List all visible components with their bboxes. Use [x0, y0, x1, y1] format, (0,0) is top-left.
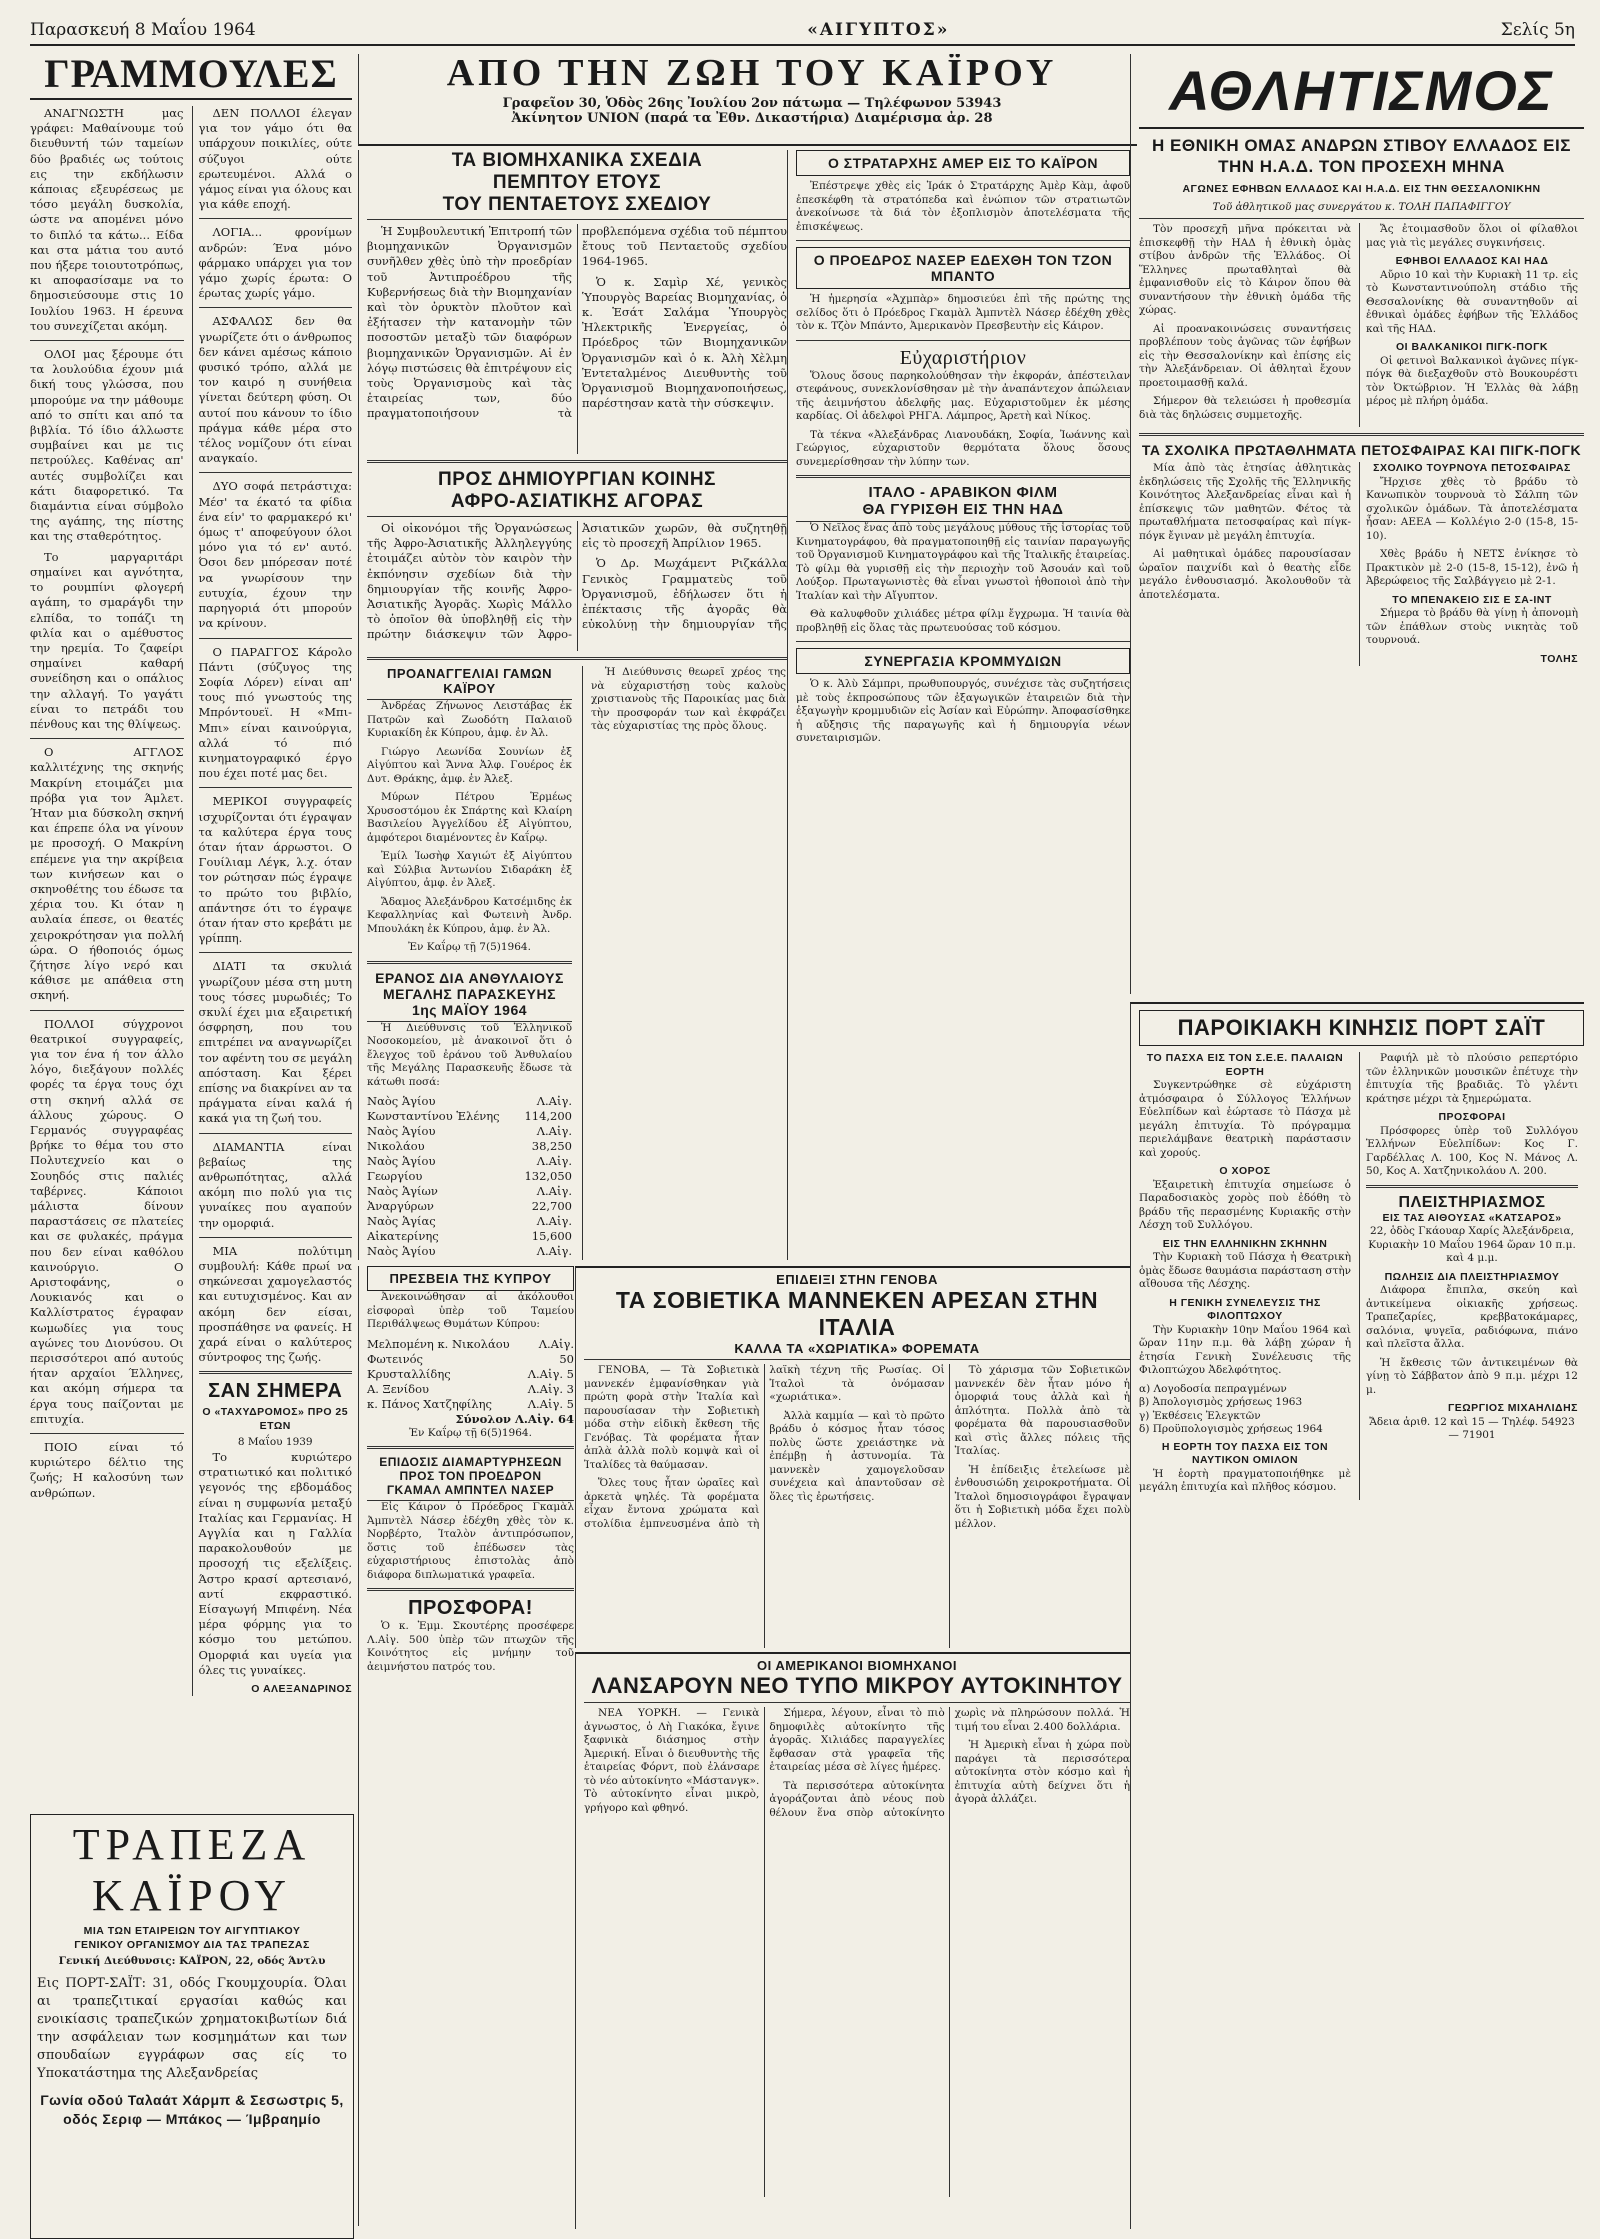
afro-title-1: ΠΡΟΣ ΔΗΜΙΟΥΡΓΙΑΝ ΚΟΙΝΗΣ [438, 469, 716, 490]
afro-article [367, 521, 787, 651]
eucharist-text: Τὰ τέκνα «Ἀλεξάνδρας Λιανουδάκη, Σοφία, Ἰωάννης καὶ Γεώργιος, εὐχαριστοῦν θερμότατα ὅλους ὅσους συνεμερίσθησαν τὴν λύπην των. [796, 428, 1130, 468]
genova-paragraph: Τὸ χάρισμα τῶν Σοβιετικῶν μαννεκέν δὲν ἦταν μόνο ἡ ὀμορφιά τους ἀλλὰ καὶ ἡ ἁπλότητα. Πολλὰ ἀπὸ τὰ φορέματα θὰ παρουσιασθοῦν καὶ στὶς ἄλλες πόλεις τῆς Ἰταλίας. [954, 1364, 1130, 1457]
donor-name: Ναὸς Ἁγίου Κωνσταντίνου Ἑλένης [367, 1094, 500, 1123]
krom-title: ΣΥΝΕΡΓΑΣΙΑ ΚΡΟΜΜΥΔΙΩΝ [796, 648, 1130, 674]
port-said-paragraph: Τὴν Κυριακὴ τοῦ Πάσχα ἡ Θεατρικὴ ὁμὰς ἔδωσε θαυμάσια παράσταση στὴν αἴθουσα τῆς Λέσχης. [1139, 1251, 1351, 1290]
volley-paragraph: Χθὲς βράδυ ἡ ΝΕΤΣ ἐνίκησε τὸ Πρακτικὸν μὲ 2-0 (15-8, 15-12), ἐνῶ ἡ Ἀβερώφειος τῆς Σαλβάγγειο μὲ 2-1. [1366, 548, 1578, 587]
center-left-block [358, 150, 787, 1260]
strat-text: Ἐπέστρεψε χθὲς εἰς Ἱράκ ὁ Στρατάρχης Ἀμὲρ Κὰμ, ἀφοῦ ἐπεσκέφθη τὰ στρατόπεδα καὶ ἐνώπιον τῶν στρατιωτῶν ἀνεκοίνωσε τὰ διά τὸν ἐξοπλισμὸν ἀποτελέσματα τῆς ἐπισκέψεως. [796, 180, 1130, 233]
auction-signature: ΓΕΩΡΓΙΟΣ ΜΙΧΑΗΛΙΔΗΣ [1447, 1402, 1578, 1414]
genova-paragraph: Ἀλλὰ καμμία — καὶ τὸ πρῶτο βράδυ ὁ κόσμος ἦταν τόσος πολὺς ὥστε χρειάστηκε νὰ ἐπέμβῃ ἡ ἀστυνομία. Τὰ μαννεκὲν χαμογελοῦσαν συνέχεια καὶ ἀπαντοῦσαν σὲ ὅλες τὶς ἐρωτήσεις. [769, 1409, 945, 1503]
center-masthead-title: ΑΠΟ ΤΗΝ ΖΩΗ ΤΟΥ ΚΑΪΡΟΥ [446, 54, 1058, 94]
san-simera-subtitle: Ο «ΤΑΧΥΔΡΟΜΟΣ» ΠΡΟ 25 ΕΤΩΝ [202, 1406, 349, 1432]
presveia-title: ΠΡΕΣΒΕΙΑ ΤΗΣ ΚΥΠΡΟΥ [367, 1266, 574, 1291]
agenda-item: γ) Ἐκθέσεις Ἐλεγκτῶν [1139, 1409, 1261, 1422]
donor-name: Ναὸς Ἁγίου [367, 1244, 436, 1258]
volley-subhead: ΤΟ ΜΠΕΝΑΚΕΙΟ ΣΙΣ Ε ΣΑ-ΙΝΤ [1392, 593, 1552, 606]
donor-name: Ναὸς Ἁγίων Ἀναργύρων [367, 1184, 438, 1213]
bank-footer: Γωνία οδού Ταλαάτ Χάρμπ & Σεσωστρις 5, οδός Σεριφ — Μπάκος — Ίμβραημίο [40, 2091, 344, 2127]
donation-row [367, 1214, 572, 1244]
epistoli-text: Εἰς Κάιρον ὁ Πρόεδρος Γκαμὰλ Ἀμπντὲλ Νάσερ ἐδέχθη χθὲς τὸν κ. Νορβέρτο, Ἰταλὸν ἀντιπρόσωπον, ὅστις τοῦ ἐπέδωσεν τὰς εὐχαριστήριους ἐπιστολὰς ἀπὸ διάφορα διπλωματικά γραφεῖα. [367, 1501, 574, 1581]
athletics-paragraph: Τὸν προσεχῆ μῆνα πρόκειται νὰ ἐπισκεφθῇ τὴν ΗΑΔ ἡ ἐθνικὴ ὁμὰς στίβου ἀνδρῶν τῆς Ἑλλάδος. Οἱ Ἕλληνες πρωταθληταὶ θὰ ἐμφανισθοῦν εἰς τὸ Κάιρον ὅπου θὰ συναντήσουν τὴν ἐθνικὴ ὁμάδα τῆς χώρας. [1139, 223, 1351, 316]
eranos-title-2: ΜΕΓΑΛΗΣ ΠΑΡΑΣΚΕΥΗΣ [382, 985, 557, 1002]
office-address: Γραφεῖον 30, Ὁδὸς 26ης Ἰουλίου 2ον πάτωμα — Τηλέφωνον 53943 [502, 96, 1002, 111]
donation-amount: Λ.Αἰγ. 3 [527, 1381, 574, 1396]
epistoli-title-3: ΓΚΑΜΑΛ ΑΜΠΝΤΕΛ ΝΑΣΕΡ [367, 1483, 574, 1501]
bank-subtitle-2: ΓΕΝΙΚΟΥ ΟΡΓΑΝΙΣΜΟΥ ΔΙΑ ΤΑΣ ΤΡΑΠΕΖΑΣ [74, 1938, 310, 1951]
donation-row [367, 1154, 572, 1184]
donation-row [367, 1124, 572, 1154]
bank-body: Εις ΠΟΡΤ-ΣΑΪΤ: 31, οδός Γκουμχουρία. Όλαι αι τραπεζιτικαί εργασίαι καθώς και ενοικίασις τραπεζικών χρηματοκιβωτίων διά την ασφάλειαν των κοσμημάτων και των σπουδαίων εγγράφων σας είς το Υποκατάστημα της Αλεξανδρείας [37, 1975, 347, 2081]
athletics-paragraph: Οἱ φετινοὶ Βαλκανικοὶ ἀγῶνες πίγκ-πόγκ θὰ διεξαχθοῦν στὸ Βουκουρέστι τὸν Ὀκτώβριον. Ἡ Ἑλλὰς θὰ λάβῃ μέρος μὲ πλήρη ὁμάδα. [1366, 354, 1578, 407]
car-article [575, 1652, 1130, 2229]
grammoules-item: Ο ΠΑΡΑΓΓΟΣ Κάρολο Πάντι (σύζυγος της Σοφία Λόρεν) είναι απ' τους πιό γνωστούς της Μπρόντουεϊ. Η «Μπι-Μπι» είναι καινούργια, αλλά τό πιό κινηματογραφικό έργο που έχει ποτέ μας δει. [198, 644, 352, 781]
donation-row [367, 1337, 574, 1367]
genova-subtitle: ΚΑΛΛΑ ΤΑ «ΧΩΡΙΑΤΙΚΑ» ΦΟΡΕΜΑΤΑ [584, 1341, 1130, 1360]
genova-kicker: ΕΠΙΔΕΙΞΙ ΣΤΗΝ ΓΕΝΟΒΑ [776, 1272, 938, 1287]
volley-title: ΣΧΟΛΙΚΟ ΤΟΥΡΝΟΥΑ ΠΕΤΟΣΦΑΙΡΑΣ [1373, 462, 1571, 474]
eranos-donation-list [367, 1094, 572, 1260]
gamoi-item: Ἀνδρέας Ζήνωνος Λειστάβας ἐκ Πατρῶν καὶ Ζωοδότη Παλαιοῦ Κυριακίδη ἐκ Κύπρου, ἀμφ. ἐν Ἀλ. [367, 700, 572, 739]
newspaper-page [30, 14, 1582, 2214]
athletics-title: ΑΘΛΗΤΙΣΜΟΣ [1139, 54, 1584, 129]
port-said-paragraph: Ἐξαιρετικὴ ἐπιτυχία σημείωσε ὁ Παραδοσιακὸς χορὸς ποὺ ἐδόθη τὸ βράδυ τῆς περασμένης Κυριακῆς στὴν Λέσχη τοῦ Συλλόγου. [1139, 1178, 1351, 1231]
center-right-block [787, 150, 1130, 1260]
donor-name: Α. Ξενίδου [367, 1381, 430, 1396]
donor-name: Κρυσταλλίδης [367, 1366, 451, 1381]
volley-paragraph: Σήμερα τὸ βράδυ θὰ γίνῃ ἡ ἀπονομὴ τῶν ἐπάθλων στοὺς νικητὰς τοῦ τουρνουά. [1366, 607, 1578, 646]
grammoules-item: ΔΥΟ σοφά πετράστιχα: Μέσ' τα έκατό τα φίδια ένα είν' το φαρμακερό κι' όμως τ' αποφεύγουν όλοι μόνο για τό εν' αυτό. Όσοι δεν μπόρεσαν ποτέ να γνωρίσουν την ευτυχία, έχουν την παρηγοριά ότι μπορούν να κρίνουν. [198, 479, 352, 631]
office-address-2: Ἀκίνητον UNION (παρά τα Ἐθν. Δικαστήρια) Διαμέρισμα ἀρ. 28 [511, 111, 993, 126]
auction-details: 22, ὁδὸς Γκάουαρ Χαρίς Ἀλεξάνδρεια, Κυριακὴν 10 Μαΐου 1964 ὥραν 10 π.μ. καὶ 4 μ.μ. [1368, 1225, 1576, 1264]
bank-address: Γενική Διεύθυνσις: ΚΑΪΡΟΝ, 22, οδός Άντλυ [58, 1955, 326, 1967]
presveia-intro: Ἀνεκοινώθησαν αἱ ἀκόλουθοι εἰσφοραὶ ὑπὲρ τοῦ Ταμείου Περιθάλψεως Θυμάτων Κύπρου: [367, 1291, 574, 1330]
eranos-title-3: 1ης ΜΑΪΟΥ 1964 [367, 1002, 572, 1022]
grammoules-item: ΑΝΑΓΝΩΣΤΗ μας γράφει: Μαθαίνουμε τού διευθυντή τών ταμείων δύο βραδιές ως τούτοις εις την εκδήλωσιν κάποιας εξευρέσεως με τόσο μεγάλη δυσκολία, ώστε να απομένει μόνο το διπλό τα κάτω... Είδα και στα μάτια του αυτό που ήξερε τοιουτοτρόπως, κι αποφασίσαμε να το δημοσιεύσουμε στις 10 Ιουλίου 1963. Η έρευνα του συνεχίζεται ακόμη. [30, 106, 184, 333]
port-said-subhead: ΤΟ ΠΑΣΧΑ ΕΙΣ ΤΟΝ Σ.Ε.Ε. ΠΑΛΑΙΩΝ ΕΟΡΤΗ [1146, 1052, 1344, 1078]
car-title: ΛΑΝΣΑΡΟΥΝ ΝΕΟ ΤΥΠΟ ΜΙΚΡΟΥ ΑΥΤΟΚΙΝΗΤΟΥ [584, 1673, 1130, 1703]
afro-paragraph: Ὁ Δρ. Μωχάμεντ Ριζκάλλα Γενικὸς Γραμματεὺς τοῦ Ὀργανισμοῦ, ἐδήλωσεν ὅτι ἡ ἐπέκτασις τῆς ἀγορᾶς θὰ εὐκολύνῃ τὴν δημιουργίαν τῆς [582, 556, 787, 632]
presveia-date: Ἐν Καΐρῳ τῇ 6(5)1964. [409, 1426, 532, 1439]
grammoules-col-b [192, 106, 353, 1696]
industrial-paragraph: Ὁ κ. Σαμὶρ Χέ, γενικὸς Ὑπουργὸς Βαρείας Βιομηχανίας, ὁ κ. Ἑσάτ Σαλάμα Ὑπουργὸς Ἠλεκτρικῆς Ἐνεργείας, ὁ Πρόεδρος τῶν Βιομηχανικῶν Ὀργανισμῶν καὶ ὁ κ. Ἀλὴ Χὲλμη Ἐντεταλμένος Διευθυντὴς τοῦ Ὀργανισμοῦ Βιομηχανοποιήσεως, παρέστησαν κατὰ τὴν σύσκεψιν. [582, 274, 787, 411]
issue-date: Παρασκευή 8 Μαΐου 1964 [30, 20, 256, 40]
genova-title: ΤΑ ΣΟΒΙΕΤΙΚΑ ΜΑΝΝΕΚΕΝ ΑΡΕΣΑΝ ΣΤΗΝ ΙΤΑΛΙΑ [615, 1287, 1099, 1340]
school-title: ΤΑ ΣΧΟΛΙΚΑ ΠΡΩΤΑΘΛΗΜΑΤΑ ΠΕΤΟΣΦΑΙΡΑΣ ΚΑΙ ΠΙΓΚ-ΠΟΓΚ [1141, 442, 1582, 458]
car-paragraph: ΝΕΑ ΥΟΡΚΗ. — Γενικὰ ἀγνωστος, ὁ Λὴ Γιακόκα, ἔγινε ξαφνικὰ διάσημος στὴν Ἀμερική. Εἶναι ὁ διευθυντὴς τῆς ἑταιρείας Φόρντ, ποὺ ἐλάνσαρε τὸ νέο αὐτοκίνητο «Μάστανγκ». Τὸ αὐτοκίνητο εἶναι μικρὸ, γρήγορο καὶ φθηνό. [584, 1707, 760, 1814]
column-grammoules [30, 54, 352, 1744]
donation-row [367, 1244, 572, 1260]
grammoules-item: ΑΣΦΑΛΩΣ δεν θα γνωρίζετε ότι ο άνθρωπος δεν κάνει αμέσως κάποιο φυσικό τρόπο, αλλά με τον καιρό η συνήθεια γίνεται δεύτερη φύση. Οι αυτοί που κάνουν το ίδιο πράγμα κάθε μέρα στο τέλος νομίζουν ότι είναι αναγκαίο. [198, 314, 352, 466]
port-said-paragraph: Συγκεντρώθηκε σὲ εὐχάριστη ἀτμόσφαιρα ὁ Σύλλογος Ἑλλήνων Εὐελπίδων καὶ ἑώρτασε τὸ Πάσχα μὲ μεγάλη ἐπιτυχία. Τὸ πρόγραμμα περιελάμβανε θεατρικὴ παράστασιν καὶ χορούς. [1139, 1079, 1351, 1159]
donor-name: Μελπομένη κ. Νικολάου Φωτεινός [367, 1336, 510, 1366]
center-masthead [358, 54, 1137, 146]
krom-text: Ὁ κ. Ἀλὺ Σάμπρι, πρωθυπουργός, συνέχισε τὰς συζητήσεις μὲ τοὺς ἐκπροσώπους τῶν ἐξαγωγικῶν ἑταιρειῶν διὰ τὴν ἐξαγωγὴν κρομμυδιῶν εἰς Ἀσίαν καὶ Εὐρώπην. Ἀποφασίσθηκε ἡ αὔξησις τῆς παραγωγῆς καὶ ἡ δημιουργία νέων συνεταιρισμῶν. [796, 678, 1130, 744]
agenda-item: α) Λογοδοσία πεπραγμένων [1139, 1382, 1287, 1395]
donor-name: Ναὸς Ἁγίου Νικολάου [367, 1124, 436, 1153]
port-said-subhead: Η ΕΟΡΤΗ ΤΟΥ ΠΑΣΧΑ ΕΙΣ ΤΟΝ ΝΑΥΤΙΚΟΝ ΟΜΙΛΟΝ [1161, 1440, 1329, 1466]
grammoules-item: ΔΙΑΤΙ τα σκυλιά γνωρίζουν μέσα στη μυτη τους τόσες μυρωδιές; Το σκυλί έχει μια εξαιρετική όσφρηση, που του επιτρέπει να αναγνωρίζει τον αφέντη του σε μεγάλη απόσταση. Και ξέρει επίσης να διακρίνει αν τα πράγματα είναι καλά ή κακά για τη ζωή του. [198, 959, 352, 1126]
athletics-paragraph: Σήμερον θὰ τελειώσει ἡ προθεσμία διὰ τὰς δηλώσεις συμμετοχῆς. [1139, 395, 1351, 421]
grammoules-item: Ο ΑΓΓΛΟΣ καλλιτέχνης της σκηνής Μακρίνη ετοιμάζει μια πρόβα για τον Άμλετ. Ήταν μια δύσκολη σκηνή και έπρεπε όλα να γίνουν με προσοχή. Ο Μακρίνη επέμενε για την ακρίβεια των κινήσεων και ο σκηνοθέτης του έδωσε τα χέρια του. Κι όταν η αυλαία έπεσε, οι θεατές χειροκρότησαν για πολλή ώρα. Ο ήθοποιός όμως ζήτησε λίγο νερό και κάθισε με απάθεια στη σκηνή. [30, 745, 184, 1003]
eucharist-text: Ὅλους ὅσους παρηκολούθησαν τὴν ἐκφοράν, ἀπέστειλαν στεφάνους, συνεκλονίσθησαν μὲ τὴν ἀναπάντεχον ἀπώλειαν τῆς ἀειμνήστου ἀδελφῆς μας. Εὐχαριστοῦμεν ἐκ μέσης καρδίας. Οἱ ἀδελφοὶ ΡΗΓΑ. Λάμπρος, Ἀρετὴ καὶ Νίκος. [796, 369, 1130, 422]
donation-row [367, 1184, 572, 1214]
grammoules-item: ΠΟΛΛΟΙ σύγχρονοι θεατρικοί συγγραφείς, για τον ένα ή τον άλλο λόγο, διεξάγουν πολλές φορές τα έργα τους όχι στη σκηνή αλλά σε άλλους χώρους. Ο Γερμανός συγγραφέας βρήκε το θέμα του στο Πολυτεχνείο και ο Σουηδός στις παλιές ταβέρνες. Κάποιοι μάλιστα δίνουν παραστάσεις σε πλατείες και σε φυλακές, πράγμα που δεν είναι καθόλου καινούργιο. Ο Αριστοφάνης, ο Λουκιανός και ο Καλλίστρατος έγραφαν κωμωδίες για τους αγώνες του Διονύσου. Οι περισσότεροι από αυτούς ήταν αρχαίοι Έλληνες, και ακόμη σήμερα τα έργα τους παίζονται με επιτυχία. [30, 1016, 184, 1426]
industrial-article [367, 224, 787, 454]
eranos-title-1: ΕΡΑΝΟΣ ΔΙΑ ΑΝΘΥΛΑΙΟΥΣ [375, 969, 564, 986]
film-text: Θὰ καλυφθοῦν χιλιάδες μέτρα φίλμ ἔγχρωμα. Ἡ ταινία θὰ προβληθῇ εἰς ὅλας τὰς πρωτευούσας τοῦ κόσμου. [796, 608, 1130, 634]
gamoi-title: ΠΡΟΑΝΑΓΓΕΛΙΑΙ ΓΑΜΩΝ ΚΑΪΡΟΥ [367, 666, 572, 700]
grammoules-item: ΜΕΡΙΚΟΙ συγγραφείς ισχυρίζονται ότι έγραψαν τα καλύτερα έργα τους όταν ήταν άρρωστοι. Ο Γουίλιαμ Λέγκ, λ.χ. όταν τον ρώτησαν πώς έγραψε το πρώτο του βιβλίο, απάντησε ότι το έγραψε όταν ήταν στο κρεβάτι με γρίππη. [198, 794, 352, 946]
gamoi-date: Ἐν Καΐρῳ τῇ 7(5)1964. [408, 941, 531, 953]
prosfora-title: ΠΡΟΣΦΟΡΑ! [408, 1597, 533, 1619]
grammoules-item: ΔΕΝ ΠΟΛΛΟΙ έλεγαν για τον γάμο ότι θα υπάρχουν ποικιλίες, ούτε σύζυγοι ούτε ερωτευμένοι. Αλλά ο γάμος είναι για όλους και για κάθε εποχή. [198, 106, 352, 212]
grammoules-item: ΠΟΙΟ είναι τό κυριώτερο δέλτιο της ζωής; Η καλοσύνη των ανθρώπων. [30, 1440, 184, 1500]
athletics-paragraph: Ἄς ἐτοιμασθοῦν ὅλοι οἱ φίλαθλοι μας γιὰ τὶς μεγάλες συγκινήσεις. [1366, 223, 1578, 249]
industrial-title-1: ΤΑ ΒΙΟΜΗΧΑΝΙΚΑ ΣΧΕΔΙΑ [451, 150, 703, 171]
genova-paragraph: Ὅλες τους ἦταν ὡραῖες καὶ ἀρκετὰ ψηλές. Τὰ φορέματα εἶχαν ἔντονα χρώματα καὶ στολίδια ἐμπνευσμένα ἀπὸ τὴ λαϊκὴ τέχνη τῆς Ρωσίας. Οἱ Ἰταλοὶ τὰ ὀνόμασαν «χωριάτικα». [584, 1364, 945, 1530]
agenda-item: δ) Προϋπολογισμὸς χρήσεως 1964 [1139, 1423, 1323, 1435]
grammoules-item: ΛΟΓΙΑ... φρονίμων ανδρών: Ένα μόνο φάρμακο υπάρχει για τον γάμο χωρίς έρωτα: Ο έρωτας χωρίς γάμο. [198, 225, 352, 301]
auction-subtitle: ΕΙΣ ΤΑΣ ΑΙΘΟΥΣΑΣ «ΚΑΤΣΑΡΟΣ» [1382, 1211, 1562, 1224]
presveia-total [367, 1412, 574, 1427]
film-title-2: ΘΑ ΓΥΡΙΣΘΗ ΕΙΣ ΤΗΝ ΗΑΔ [796, 501, 1130, 522]
page-number: Σελίς 5η [1500, 20, 1575, 40]
genova-paragraph: ΓΕΝΟΒΑ, — Τὰ Σοβιετικὰ μαννεκέν ἐμφανίσθηκαν γιὰ πρώτη φορὰ στὴν Ἰταλία καὶ παρουσίασαν τὴν Σοβιετικὴ μόδα στὴν εἰδικὴ ἔκθεση τῆς Γενόβας. Τὰ φορέματα ἦταν ἁπλὰ ἀλλὰ πολὺ κομψὰ καὶ οἱ Ἰταλίδες τὰ θαύμασαν. [584, 1364, 760, 1471]
grammoules-item: Το μαργαριτάρι σημαίνει και αγνότητα, το ρουμπίνι φλογερή αγάπη, το σμαράγδι την ελπίδα, το τοπάζι τη φιλία και ο αμέθυστος την ηρεμία. Το ζαφείρι σημαίνει καθαρή συνείδηση και ο οπάλιος την αλλαγή. Το γαγάτι είναι το πετράδι του πένθους και της θλίψεως. [30, 549, 184, 731]
gamoi-item: Ἐμίλ Ἰωσὴφ Χαγιώτ ἐξ Αἰγύπτου καὶ Σύλβια Ἀντωνίου Σιδαράκη ἐξ Αἰγύπτου, ἀμφ. ἐν Ἀλεξ. [367, 850, 572, 889]
eranos-intro: Ἡ Διεύθυνσις τοῦ Ἑλληνικοῦ Νοσοκομείου, μὲ ἀνακοινοῖ ὅτι ὁ ἔλεγχος τοῦ ἐράνου τοῦ Ἀνθυλαίου τῆς Μεγάλης Παρασκευῆς ἔδωσε τὰ κάτωθι ποσά: [367, 1021, 572, 1088]
page-header [30, 14, 1575, 46]
volley-signature: ΤΟΛΗΣ [1540, 652, 1578, 665]
athletics-headline-2: ΑΓΩΝΕΣ ΕΦΗΒΩΝ ΕΛΛΑΔΟΣ ΚΑΙ Η.Α.Δ. ΕΙΣ ΤΗΝ ΘΕΣΣΑΛΟΝΙΚΗΝ [1182, 183, 1541, 195]
donation-row [367, 1382, 574, 1397]
donation-row [367, 1397, 574, 1412]
san-simera-text: Το κυριώτερο στρατιωτικό και πολιτικό γεγονός της εβδομάδος είναι η συμφωνία μεταξύ Ιταλίας και Γερμανίας. Η Αγγλία και η Γαλλία παρακολουθούν με προσοχή τις εξελίξεις. Άστρο κρασί αρτεσιανό, αντί εκφραστικό. Είσαγωγή Μπιφένη. Νέα μέρα φόρμης για το κόσμο του μετώπου. Ομορφιά και υγεία για όλες τις γυναίκες. [198, 1449, 352, 1677]
genova-article [575, 1266, 1130, 1648]
san-simera-signature: Ο ΑΛΕΞΑΝΔΡΙΝΟΣ [251, 1682, 352, 1695]
donation-row [367, 1094, 572, 1124]
gamoi-item: Μύρων Πέτρου Ἑρμέως Χρυσοστόμου ἐκ Σπάρτης καὶ Κλαίρη Βασιλείου Ἀγγελίδου ἐξ Αἰγύπτου, ἀμφότεροι διαμένοντες ἐν Καΐρῳ. [367, 791, 572, 844]
genova-paragraph: Ἡ ἐπίδειξις ἐτελείωσε μὲ ἐνθουσιώδη χειροκροτήματα. Οἱ Ἰταλοὶ δημοσιογράφοι ἔγραψαν ὅτι ἡ Σοβιετικὴ μόδα ἔχει πολὺ μέλλον. [954, 1463, 1130, 1530]
athletics-paragraph: Αὔριο 10 καὶ τὴν Κυριακὴ 11 τρ. εἰς τὸ Κωνσταντινούπολη στάδιο τῆς Θεσσαλονίκης θὰ συναντηθοῦν αἱ ἐθνικαὶ ὁμάδες ἐφήβων τῆς Ἑλλάδος καὶ τῆς ΗΑΔ. [1366, 268, 1578, 335]
athletics-paragraph: Αἱ προανακοινώσεις συναντήσεις προβλέπουν τοὺς ἀγῶνας τῶν ἐφήβων εἰς τὴν Θεσσαλονίκην καὶ ἐπίσης εἰς τὴν Ἀλεξάνδρειαν. Οἱ ἀθληταὶ ἔχουν προετοιμασθῇ καλά. [1139, 322, 1351, 389]
donation-amount: Λ.Αἰγ. 22,700 [531, 1184, 572, 1213]
genova-body [584, 1364, 1130, 1648]
san-simera-title: ΣΑΝ ΣΗΜΕΡΑ [208, 1380, 343, 1403]
auction-license: Ἄδεια ἀριθ. 12 καὶ 15 — Τηλέφ. 54923 — 71901 [1369, 1415, 1575, 1441]
port-said-subhead: ΕΙΣ ΤΗΝ ΕΛΛΗΝΙΚΗΝ ΣΚΗΝΗΝ [1162, 1237, 1328, 1250]
newspaper-name: «ΑΙΓΥΠΤΟΣ» [807, 20, 950, 40]
port-said-subhead: Η ΓΕΝΙΚΗ ΣΥΝΕΛΕΥΣΙΣ ΤΗΣ ΦΙΛΟΠΤΩΧΟΥ [1169, 1296, 1321, 1322]
epistoli-title-2: ΠΡΟΣ ΤΟΝ ΠΡΟΕΔΡΟΝ [399, 1469, 542, 1483]
film-text: Ὁ Νεῖλος ἔνας ἀπὸ τοὺς μεγάλους μύθους τῆς ἱστορίας τοῦ Κινηματογράφου, θὰ πραγματοποιηθῇ εἰς ταινίαν παραγωγῆς τοῦ Ὀργανισμοῦ Κινηματογράφου καὶ τῆς Ἰταλικῆς ἑταιρείας. Τὸ φίλμ θὰ γυρισθῇ εἰς τὴν περιοχὴν τοῦ Ἀσουάν καὶ τοῦ Λούξορ. Πρωταγωνιστὲς θὰ εἶναι γνωστοὶ ἠθοποιοὶ ἀπὸ τὴν Ἰταλίαν καὶ τὴν Αἴγυπτον. [796, 522, 1130, 602]
proedros-title: Ο ΠΡΟΕΔΡΟΣ ΝΑΣΕΡ ΕΔΕΧΘΗ ΤΟΝ ΤΖΟΝ ΜΠΑΝΤΟ [796, 247, 1130, 289]
eranos-thanks: Ἡ Διεύθυνσις θεωρεῖ χρέος της νὰ εὐχαριστήσῃ τοὺς καλοὺς χριστιανοὺς τῆς Παροικίας μας διὰ τὴν προσφοράν των καὶ ἐκφράζει τὰς εὐχαριστίας της πρὸς ὅλους. [591, 666, 786, 732]
grammoules-col-a [30, 106, 184, 1696]
port-said-subhead: Ο ΧΟΡΟΣ [1219, 1165, 1271, 1177]
grammoules-item: ΔΙΑΜΑΝΤΙΑ είναι βεβαίως της ανθρωπότητας, αλλά ακόμη πιο πολύ για τις γυναίκες που αγαπούν την ομορφιά. [198, 1139, 352, 1230]
port-said-subhead: ΠΡΟΣΦΟΡΑΙ [1438, 1111, 1506, 1123]
donation-amount: Λ.Αἰγ. 114,200 [524, 1094, 572, 1123]
car-paragraph: Σήμερα, λέγουν, εἶναι τὸ πιὸ δημοφιλὲς αὐτοκίνητο τῆς ἀγορᾶς. Χιλιάδες παραγγελίες ἔφθασαν στὰ γραφεῖα τῆς ἑταιρείας μέσα σὲ λίγες ἡμέρες. [769, 1707, 945, 1773]
port-said-paragraph: Πρόσφορες ὑπὲρ τοῦ Συλλόγου Ἑλλήνων Εὐελπίδων: Κος Γ. Γαρδέλλας Λ. 100, Κος Ν. Μάνος Λ. 50, Κος Α. Χατζηνικολάου Λ. 200. [1366, 1124, 1578, 1177]
auction-subhead: ΠΩΛΗΣΙΣ ΔΙΑ ΠΛΕΙΣΤΗΡΙΑΣΜΟΥ [1384, 1270, 1560, 1283]
car-body [584, 1707, 1130, 2197]
industrial-title-2: ΠΕΜΠΤΟΥ ΕΤΟΥΣ [492, 172, 662, 193]
afro-paragraph: Οἱ οἰκονόμοι τῆς Ὀργανώσεως τῆς Ἀφρο-Ἀσιατικῆς Ἀλληλεγγύης ἐτοιμάζει αὐτὸν τὸν καιρὸν τὴν ἐκπόνησιν σχεδίων διὰ τὴν δημιουργίαν τῆς κοινῆς Ἀφρο-Ἀσιατικῆς Ἀγορᾶς. Χωρὶς Μάλλο τὸ ὁποῖον θὰ ὑποβληθῇ εἰς τὴν πρώτην διάσκεψιν τῶν Ἀφρο-Ἀσιατικῶν χωρῶν, θὰ συζητηθῇ εἰς τὸ προσεχῆ Ἀπρίλιον 1965. [367, 521, 787, 642]
industrial-paragraph: Ἡ Συμβουλευτική Ἐπιτροπή τῶν βιομηχανικῶν Ὀργανισμῶν συνῆλθεν χθὲς ὑπὸ τὴν προεδρίαν τοῦ Ἀντιπροέδρου τῆς Κυβερνήσεως διὰ τὴν Βιομηχανίαν καὶ τὸν ὀρυκτὸν πλοῦτον καὶ ἐξήτασεν τὴν κατανομὴν τῶν ποσοστῶν μεταξὺ τῶν διαφόρων βιομηχανικῶν Ὀργανισμῶν. Αἱ ἐν λόγῳ πιστώσεις θὰ ἐπιτρέψουν εἰς τοὺς Ὀργανισμοὺς καὶ τὰς ἑταιρείας των, δύο πραγματοποιήσουν τὰ προβλεπόμενα σχέδια τοῦ πέμπτου ἔτους τοῦ Πενταετοῦς σχεδίου 1964-1965. [367, 224, 787, 421]
agenda-item: β) Ἀπολογισμὸς χρήσεως 1963 [1139, 1396, 1303, 1408]
volley-paragraph: Ἤρχισε χθὲς τὸ βράδυ τὸ Κανωπικὸν τουρνουὰ τὸ Σάλπη τῶν σχολικῶν ὁμάδων. Τὰ ἀποτελέσματα ἦσαν: ΑΕΕΑ — Κολλέγιο 2-0 (15-8, 15-10). [1366, 475, 1578, 542]
athletics-subhead: ΕΦΗΒΟΙ ΕΛΛΑΔΟΣ ΚΑΙ ΗΑΔ [1395, 255, 1549, 267]
afro-title-2: ΑΦΡΟ-ΑΣΙΑΤΙΚΗΣ ΑΓΟΡΑΣ [367, 491, 787, 517]
grammoules-item: ΜΙΑ πολύτιμη συμβουλή: Κάθε πρωί να σηκώνεσαι χαμογελαστός και ευτυχισμένος. Και αν ακόμη δεν είσαι, προσπάθησε να φανείς. Η χαρά είναι ο καλύτερος σύντροφος της ζωής. [198, 1243, 352, 1365]
industrial-title-3: ΤΟΥ ΠΕΝΤΑΕΤΟΥΣ ΣΧΕΔΙΟΥ [367, 194, 787, 220]
san-simera-date: 8 Μαΐου 1939 [237, 1436, 313, 1449]
gamoi-item: Ἄδαμος Ἀλεξάνδρου Κατσέμιδης ἐκ Κεφαλληνίας καὶ Φωτεινὴ Ἀνδρ. Μπουλάκη ἐκ Κύπρου, ἀμφ. ἐν Ἀλ. [367, 895, 572, 935]
gamoi-item: Γιώργο Λεωνίδα Σουνίων ἐξ Αἰγύπτου καὶ Ἄννα Ἀλφ. Γουέρος ἐκ Δυτ. Θράκης, ἀμφ. ἐν Ἀλεξ. [367, 745, 572, 785]
donor-name: Ναὸς Ἁγίου Γεωργίου [367, 1154, 436, 1183]
donation-amount: Λ.Αἰγ. 15,600 [531, 1214, 572, 1243]
epistoli-title-1: ΕΠΙΔΟΣΙΣ ΔΙΑΜΑΡΤΥΡΗΣΕΩΝ [379, 1455, 562, 1469]
bank-advert [30, 1814, 354, 2239]
donor-name: Ναὸς Ἁγίας Αἰκατερίνης [367, 1214, 439, 1243]
presveia-total-amount: Σύνολον Λ.Αἰγ. 64 [455, 1411, 574, 1426]
bank-subtitle-1: ΜΙΑ ΤΩΝ ΕΤΑΙΡΕΙΩΝ ΤΟΥ ΑΙΓΥΠΤΙΑΚΟΥ [83, 1925, 301, 1937]
donation-amount: Λ.Αἰγ. 132,050 [524, 1154, 572, 1183]
port-said-title: ΠΑΡΟΙΚΙΑΚΗ ΚΙΝΗΣΙΣ ΠΟΡΤ ΣΑΪΤ [1139, 1010, 1584, 1046]
athletics-subhead: ΟΙ ΒΑΛΚΑΝΙΚΟΙ ΠΙΓΚ-ΠΟΓΚ [1396, 341, 1548, 353]
donation-row [367, 1367, 574, 1382]
presveia-donation-list [367, 1337, 574, 1412]
auction-title: ΠΛΕΙΣΤΗΡΙΑΣΜΟΣ [1398, 1193, 1546, 1211]
donor-name: κ. Πάνος Χατζηφίλης [367, 1396, 492, 1411]
strat-title: Ο ΣΤΡΑΤΑΡΧΗΣ ΑΜΕΡ ΕΙΣ ΤΟ ΚΑΪΡΟΝ [796, 150, 1130, 176]
school-paragraph: Μία ἀπὸ τὰς ἐτησίας ἀθλητικὰς ἐκδηλώσεις τῆς Σχολῆς τῆς Ἑλληνικῆς Κοινότητος Ἀλεξανδρείας εἶναι καὶ ἡ ἐπίσκεψις τῶν μαθητῶν. Φέτος τὰ πρωταθλήματα πετοσφαίρας καὶ πίγκ-πόγκ ἔγιναν μὲ μεγάλη ἐπιτυχία. [1139, 462, 1351, 542]
car-kicker: ΟΙ ΑΜΕΡΙΚΑΝΟΙ ΒΙΟΜΗΧΑΝΟΙ [756, 1658, 958, 1673]
grammoules-item: ΟΛΟΙ μας ξέρουμε ότι τα λουλούδια έχουν μιά δική τους γλώσσα, που μπορούμε να την μάθουμε από το σπίτι και από τα βιβλία. Τό ίδιο άλλωστε συμβαίνει και με τις πετρούλες. Καθένας απ' αυτές συμβολίζει και κάτι διαφορετικό. Τα διαμάντια είναι σύμβολο της αγάπης, της πίστης και της σταθερότητος. [30, 347, 184, 544]
athletics-section [1130, 54, 1584, 994]
proedros-text: Ἡ ἡμερησία «Ἀχμπὰρ» δημοσιεύει ἐπὶ τῆς πρώτης της σελίδος ὅτι ὁ Πρόεδρος Γκαμὰλ Ἀμπντὲλ Νάσερ ἐδέχθη χθὲς τὸν κ. Τζὸν Μπάντο, Ἀμερικανὸν Πρεσβευτὴν εἰς Κάιρον. [796, 293, 1130, 332]
afro-continued [582, 666, 786, 1260]
donation-amount: Λ.Αἰγ. 5 [527, 1366, 574, 1381]
film-title-1: ΙΤΑΛΟ - ΑΡΑΒΙΚΟΝ ΦΙΛΜ [868, 484, 1058, 501]
center-lower-left [358, 1266, 574, 2226]
port-said-paragraph: Ἡ ἑορτὴ πραγματοποιήθηκε μὲ μεγάλη ἐπιτυχία καὶ πλῆθος κόσμου. [1139, 1467, 1351, 1493]
eucharist-title: Εὐχαριστήριον [899, 346, 1027, 369]
bank-title: ΤΡΑΠΕΖΑ ΚΑΪΡΟΥ [72, 1820, 312, 1920]
donation-amount: Λ.Αἰγ. 50 [538, 1336, 574, 1366]
athletics-headline-1: Η ΕΘΝΙΚΗ ΟΜΑΣ ΑΝΔΡΩΝ ΣΤΙΒΟΥ ΕΛΛΑΔΟΣ ΕΙΣ ΤΗΝ Η.Α.Δ. ΤΟΝ ΠΡΟΣΕΧΗ ΜΗΝΑ [1152, 136, 1571, 176]
prosfora-text: Ὁ κ. Ἐμμ. Σκουτέρης προσέφερε Λ.Αἰγ. 500 ὑπὲρ τῶν πτωχῶν τῆς Κοινότητος εἰς μνήμην τοῦ ἀειμνήστου πατρός του. [367, 1620, 574, 1673]
donation-amount: Λ.Αἰγ. 38,250 [531, 1124, 572, 1153]
port-said-section [1130, 1002, 1584, 2229]
auction-text: Διάφορα ἔπιπλα, σκεύη καὶ ἀντικείμενα οἰκιακῆς χρήσεως. Τραπεζαρίες, κρεββατοκάμαρες, σαλόνια, ψυγεῖα, ραδιόφωνα, πιάνο καὶ πλεῖστα ἄλλα. [1366, 1284, 1578, 1350]
assembly-agenda [1139, 1383, 1351, 1437]
car-paragraph: Ἡ Ἀμερικὴ εἶναι ἡ χώρα ποὺ παράγει τὰ περισσότερα αὐτοκίνητα στὸν κόσμο καὶ ἡ ἐπιτυχία αὐτὴ δείχνει ὅτι ἡ ἀγορὰ ἀλλάζει. [954, 1739, 1130, 1805]
donation-amount: Λ.Αἰγ. 5 [527, 1396, 574, 1411]
athletics-byline: Τοῦ ἀθλητικοῦ μας συνεργάτου κ. ΤΟΛΗ ΠΑΠΑΦΙΓΓΟΥ [1139, 201, 1584, 220]
car-paragraph: Τὰ περισσότερα αὐτοκίνητα ἀγοράζονται ἀπὸ νέους ποὺ θέλουν ἕνα σπὸρ αὐτοκίνητο χωρὶς νὰ πληρώσουν πολλά. Ἡ τιμή του εἶναι 2.400 δολλάρια. [769, 1707, 1130, 1819]
donation-amount: Λ.Αἰγ. [536, 1244, 572, 1258]
gamoi-block [367, 666, 572, 1260]
school-paragraph: Αἱ μαθητικαὶ ὁμάδες παρουσίασαν ὡραῖον παιχνίδι καὶ ὁ θεατὴς εἶδε μεγάλο ἐνθουσιασμό. Ἀκολουθοῦν τὰ ἀποτελέσματα. [1139, 548, 1351, 601]
grammoules-title: ΓΡΑΜΜΟΥΛΕΣ [30, 54, 352, 100]
port-said-paragraph: Ραφιήλ μὲ τὸ πλούσιο ρεπερτόριο τῶν ἑλληνικῶν μουσικῶν ἐπέτυχε τὴν ἐπιτυχία τῆς βραδιᾶς. Τὸ γλέντι κράτησε μέχρι τὰ ξημερώματα. [1366, 1052, 1578, 1105]
port-said-paragraph: Τὴν Κυριακὴν 10ην Μαΐου 1964 καὶ ὥραν 11ην π.μ. θὰ λάβῃ χώραν ἡ ἐτησία Γενικὴ Συνέλευσις τῆς Φιλοπτώχου Ἀδελφότητος. [1139, 1323, 1351, 1376]
auction-text: Ἡ ἔκθεσις τῶν ἀντικειμένων θὰ γίνῃ τὸ Σάββατον ἀπὸ 9 π.μ. μέχρι 12 μ. [1366, 1356, 1578, 1396]
